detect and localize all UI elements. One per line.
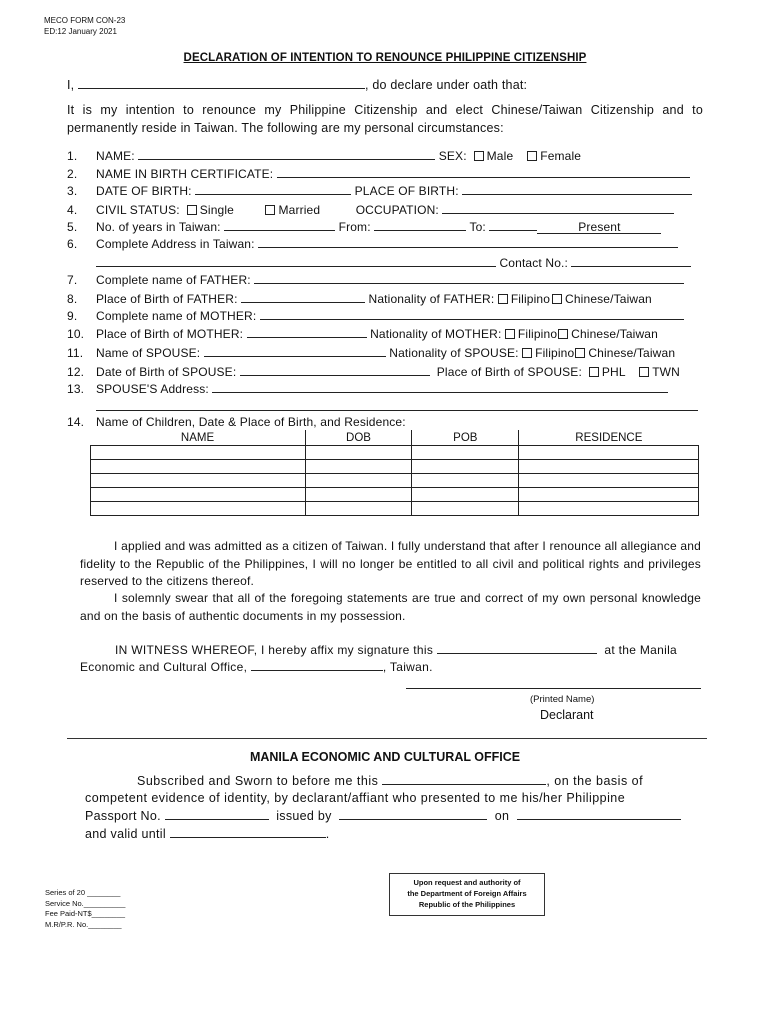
mother-pob-label: Place of Birth of MOTHER: [96, 327, 244, 341]
table-cell[interactable] [519, 460, 699, 474]
item-number: 10. [67, 327, 85, 341]
item-number: 2. [67, 167, 78, 181]
item-dob-row [67, 183, 692, 198]
spouse-field[interactable] [204, 345, 386, 357]
table-cell[interactable] [305, 460, 412, 474]
spouse-chinese-checkbox[interactable] [575, 348, 585, 358]
phl-label: PHL [601, 365, 626, 379]
table-cell[interactable] [519, 488, 699, 502]
table-cell[interactable] [412, 502, 519, 516]
name-field[interactable] [138, 148, 435, 160]
intro-suffix: , do declare under oath that: [365, 78, 528, 92]
contact-field[interactable] [571, 255, 691, 267]
item-number: 13. [67, 382, 85, 396]
address-field-2[interactable] [96, 255, 496, 267]
valid-until-field[interactable] [170, 826, 326, 838]
form-edition: ED:12 January 2021 [44, 27, 117, 36]
table-row [91, 502, 699, 516]
issued-by-label: issued by [276, 809, 332, 823]
father-label: Complete name of FATHER: [96, 273, 251, 287]
item-father-row [67, 272, 684, 287]
table-cell[interactable] [519, 502, 699, 516]
address-label: Complete Address in Taiwan: [96, 237, 255, 251]
subscribed-line [137, 773, 643, 788]
meco-title: MANILA ECONOMIC AND CULTURAL OFFICE [249, 750, 521, 764]
subscribed-text: Subscribed and Sworn to before me this [137, 774, 379, 788]
father-filipino-checkbox[interactable] [498, 294, 508, 304]
item-number: 6. [67, 237, 78, 251]
table-cell[interactable] [519, 446, 699, 460]
service-no-line: Service No.__________ [45, 898, 126, 908]
children-label: Name of Children, Date & Place of Birth, and Residence: [96, 415, 406, 429]
document-title: DECLARATION OF INTENTION TO RENOUNCE PHILIPPINE CITIZENSHIP [183, 52, 587, 64]
intro-line [67, 77, 527, 92]
item-father-pob-row [67, 291, 652, 306]
witness-text-d: , Taiwan. [382, 660, 433, 674]
contact-label: Contact No.: [499, 256, 568, 270]
item-name-row [67, 148, 581, 163]
chinese-label: Chinese/Taiwan [565, 292, 652, 306]
item-number: 4. [67, 203, 78, 217]
table-cell[interactable] [412, 488, 519, 502]
father-pob-field[interactable] [241, 291, 365, 303]
fee-paid-line: Fee Paid-NT$________ [45, 909, 126, 918]
occupation-label: OCCUPATION: [355, 203, 439, 217]
on-label: on [494, 809, 510, 823]
office-date-field[interactable] [251, 659, 383, 671]
item-spouse-addr-row [67, 381, 668, 396]
birth-cert-label: NAME IN BIRTH CERTIFICATE: [96, 167, 274, 181]
table-row [91, 474, 699, 488]
item-number: 5. [67, 220, 78, 234]
table-header-row [91, 430, 699, 446]
spouse-pob-label: Place of Birth of SPOUSE: [436, 365, 582, 379]
address-field[interactable] [258, 236, 678, 248]
section-divider [67, 738, 707, 739]
item-years-row [67, 219, 661, 234]
item-children-row [67, 415, 406, 429]
item-number: 8. [67, 292, 78, 306]
spouse-label: Name of SPOUSE: [96, 346, 201, 360]
spouse-address-field[interactable] [212, 381, 668, 393]
twn-checkbox[interactable] [639, 367, 649, 377]
item-mother-pob-row [67, 326, 658, 341]
item-spouse-row [67, 345, 675, 360]
item-number: 12. [67, 365, 85, 379]
spouse-address-field-2[interactable] [96, 398, 698, 411]
spouse-dob-field[interactable] [240, 364, 430, 376]
filipino-label: Filipino [517, 327, 558, 341]
witness-line-2 [80, 659, 433, 674]
mother-pob-field[interactable] [247, 326, 367, 338]
intro-prefix: I, [67, 78, 75, 92]
name-label: NAME: [96, 149, 135, 163]
item-number: 9. [67, 309, 78, 323]
table-cell[interactable] [305, 488, 412, 502]
valid-until-label: and valid until [85, 827, 166, 841]
allegiance-paragraph: I applied and was admitted as a citizen of Taiwan. I fully understand that after I renounce all allegiance and fidelity to the Republic of the Philippines, I will no longer be entitled to all civil and political rights and privileges reserved to the citizens thereof. [80, 539, 701, 588]
dob-label: DATE OF BIRTH: [96, 184, 192, 198]
col-pob-header: POB [412, 430, 519, 446]
witness-text-b: at the Manila [604, 643, 678, 657]
mother-nat-label: Nationality of MOTHER: [370, 327, 502, 341]
witness-text-c: Economic and Cultural Office, [80, 660, 248, 674]
item-number: 1. [67, 149, 78, 163]
authority-line-1: Upon request and authority of [413, 878, 521, 887]
from-label: From: [338, 220, 371, 234]
table-cell[interactable] [91, 488, 306, 502]
father-pob-label: Place of Birth of FATHER: [96, 292, 238, 306]
declarant-label: Declarant [540, 708, 594, 722]
table-cell[interactable] [412, 474, 519, 488]
sworn-date-field[interactable] [382, 773, 546, 785]
father-chinese-checkbox[interactable] [552, 294, 562, 304]
occupation-field[interactable] [442, 202, 674, 214]
years-field[interactable] [224, 219, 335, 231]
declarant-name-field[interactable] [78, 77, 365, 89]
address-contact-row [96, 255, 691, 270]
valid-until-line [85, 826, 330, 841]
signature-date-field[interactable] [437, 642, 597, 654]
mother-chinese-checkbox[interactable] [558, 329, 568, 339]
subscribed-text-b: , on the basis of [546, 774, 644, 788]
passport-line [85, 808, 681, 823]
birth-cert-field[interactable] [277, 166, 690, 178]
printed-name-label: (Printed Name) [530, 694, 595, 705]
table-cell[interactable] [305, 446, 412, 460]
table-cell[interactable] [305, 502, 412, 516]
item-birth-cert-row [67, 166, 690, 181]
table-cell[interactable] [91, 446, 306, 460]
table-cell[interactable] [305, 474, 412, 488]
single-label: Single [199, 203, 234, 217]
col-name-header: NAME [91, 430, 306, 446]
form-code: MECO FORM CON-23 [44, 16, 126, 25]
table-cell[interactable] [91, 502, 306, 516]
table-row [91, 460, 699, 474]
item-civil-row [67, 202, 674, 217]
item-address-row [67, 236, 678, 251]
item-number: 11. [67, 346, 84, 360]
from-field[interactable] [374, 219, 466, 231]
table-row [91, 446, 699, 460]
period: . [325, 827, 330, 841]
authority-line-2: the Department of Foreign Affairs [407, 889, 527, 898]
twn-label: TWN [652, 365, 680, 379]
years-label: No. of years in Taiwan: [96, 220, 221, 234]
married-checkbox[interactable] [265, 205, 275, 215]
table-cell[interactable] [412, 460, 519, 474]
father-nat-label: Nationality of FATHER: [368, 292, 495, 306]
chinese-label: Chinese/Taiwan [588, 346, 676, 360]
table-cell[interactable] [91, 460, 306, 474]
item-number: 14. [67, 415, 85, 429]
receipt-no-line: M.R/P.R. No.________ [45, 919, 122, 929]
table-row [91, 488, 699, 502]
dob-field[interactable] [195, 183, 351, 195]
to-field-lead[interactable] [489, 219, 537, 231]
married-label: Married [278, 203, 321, 217]
col-residence-header: RESIDENCE [519, 430, 699, 446]
competent-evidence-line: competent evidence of identity, by declarant/affiant who presented to me his/her Philippine [85, 791, 626, 805]
table-cell[interactable] [519, 474, 699, 488]
spouse-address-label: SPOUSE'S Address: [96, 382, 209, 396]
spouse-filipino-checkbox[interactable] [522, 348, 532, 358]
authority-line-3: Republic of the Philippines [418, 900, 516, 909]
item-number: 3. [67, 184, 78, 198]
father-field[interactable] [254, 272, 684, 284]
item-number: 7. [67, 273, 78, 287]
passport-no-field[interactable] [165, 808, 269, 820]
civil-status-label: CIVIL STATUS: [96, 203, 180, 217]
spouse-dob-label: Date of Birth of SPOUSE: [96, 365, 237, 379]
single-checkbox[interactable] [187, 205, 197, 215]
filipino-label: Filipino [510, 292, 551, 306]
filipino-label: Filipino [535, 346, 575, 360]
passport-label: Passport No. [85, 809, 161, 823]
item-spouse-dob-row [67, 364, 680, 379]
issue-date-field[interactable] [517, 808, 681, 820]
witness-text: IN WITNESS WHEREOF, I hereby affix my signature this [115, 643, 434, 657]
sex-label: SEX: [438, 149, 467, 163]
oath-paragraph: I solemnly swear that all of the foregoing statements are true and correct of my own personal knowledge and on the basis of authentic documents in my possession. [80, 591, 701, 623]
col-dob-header: DOB [305, 430, 412, 446]
present-value: Present [537, 221, 661, 234]
male-checkbox[interactable] [474, 151, 484, 161]
to-label: To: [469, 220, 486, 234]
female-checkbox[interactable] [527, 151, 537, 161]
male-label: Male [486, 149, 514, 163]
issued-by-field[interactable] [339, 808, 487, 820]
item-mother-row [67, 308, 684, 323]
series-block [45, 888, 125, 930]
intro-statement: It is my intention to renounce my Philippine Citizenship and elect Chinese/Taiwan Citizenship and to permanently reside in Taiwan. The following are my personal circumstances: [67, 103, 703, 135]
mother-label: Complete name of MOTHER: [96, 309, 257, 323]
pob-field[interactable] [462, 183, 692, 195]
mother-filipino-checkbox[interactable] [505, 329, 515, 339]
witness-line [115, 642, 677, 657]
table-cell[interactable] [412, 446, 519, 460]
mother-field[interactable] [260, 308, 684, 320]
female-label: Female [540, 149, 582, 163]
pob-label: PLACE OF BIRTH: [354, 184, 459, 198]
children-table [90, 430, 699, 516]
chinese-label: Chinese/Taiwan [571, 327, 658, 341]
spouse-nat-label: Nationality of SPOUSE: [389, 346, 519, 360]
authority-box [389, 873, 545, 916]
phl-checkbox[interactable] [589, 367, 599, 377]
signature-line[interactable] [406, 676, 701, 689]
series-line: Series of 20 ________ [45, 888, 121, 897]
table-cell[interactable] [91, 474, 306, 488]
